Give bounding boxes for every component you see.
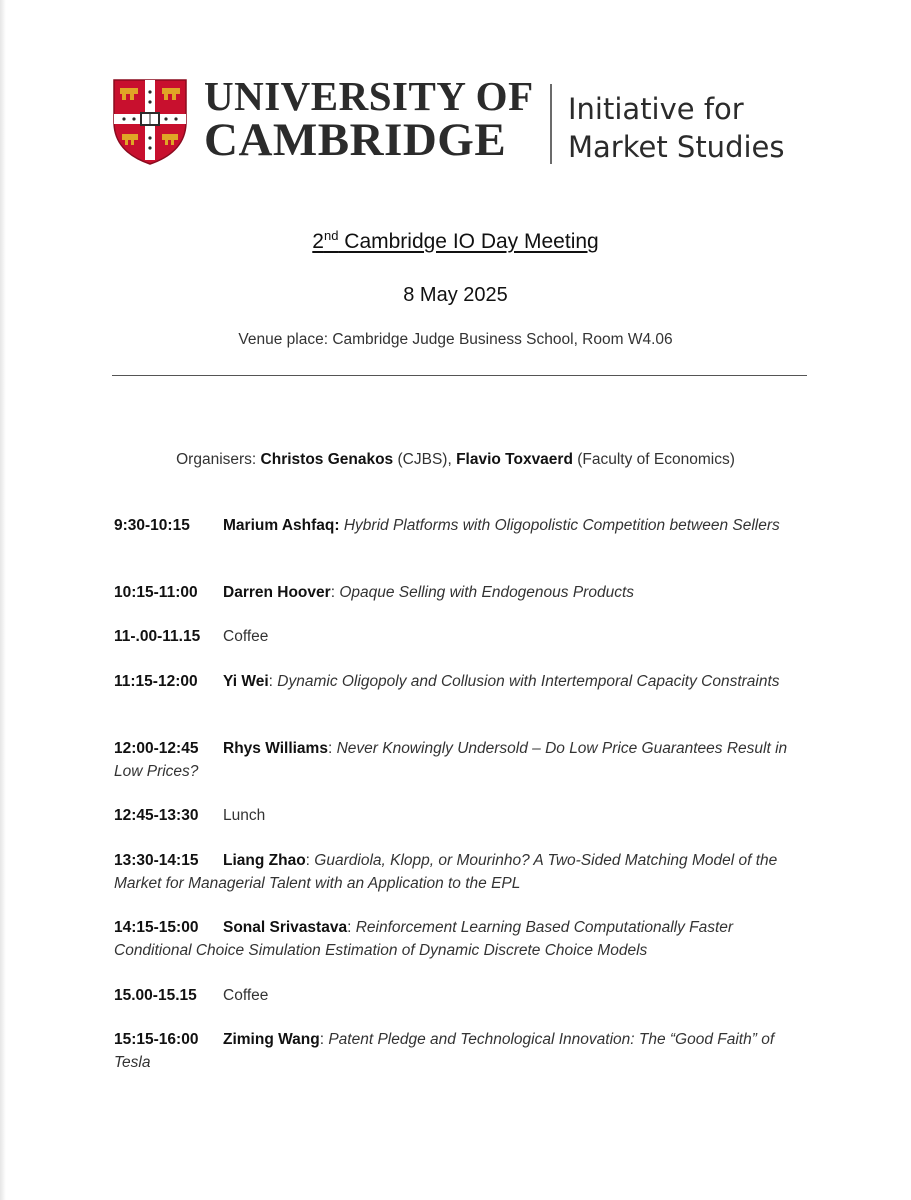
session-time: 10:15-11:00 [114, 584, 198, 601]
session-paper-title: Hybrid Platforms with Oligopolistic Competition between Sellers [343, 517, 780, 534]
initiative-line2: Market Studies [568, 130, 785, 164]
organiser-affiliation: (Faculty of Economics) [572, 451, 735, 468]
session-time: 14:15-15:00 [114, 919, 199, 936]
organisers-line [0, 451, 911, 469]
organiser-affiliation: (CJBS), [393, 451, 457, 468]
session-paper-title: Never Knowingly Undersold – Do Low Price Guarantees Result in Low Prices? [114, 740, 788, 780]
session-time: 13:30-14:15 [114, 852, 199, 869]
session-paper-title: Opaque Selling with Endogenous Products [339, 584, 635, 601]
break-label: Lunch [223, 807, 266, 824]
session-time: 15.00-15.15 [114, 987, 197, 1004]
university-name-line1: UNIVERSITY OF [204, 73, 534, 119]
session-speaker: Darren Hoover [223, 584, 331, 601]
organisers-label: Organisers: [176, 451, 261, 468]
session-paper-title: Patent Pledge and Technological Innovation: The “Good Faith” of Tesla [114, 1031, 775, 1071]
schedule-item: 14:15-15:00 Sonal Srivastava: Reinforcement Learning Based Computationally Faster Conditional Choice Simulation Estimation of Dynamic Discrete Choice Models [114, 916, 814, 962]
schedule-item: 15:15-16:00 Ziming Wang: Patent Pledge and Technological Innovation: The “Good Faith” of Tesla [114, 1028, 814, 1074]
header-divider [550, 84, 552, 164]
meeting-title [0, 228, 911, 254]
letterhead [112, 73, 812, 170]
schedule-item: 13:30-14:15 Liang Zhao: Guardiola, Klopp, or Mourinho? A Two-Sided Matching Model of the Market for Managerial Talent with an Application to the EPL [114, 849, 814, 895]
session-speaker: Ziming Wang [223, 1031, 320, 1048]
horizontal-rule [112, 375, 807, 376]
organiser-name: Flavio Toxvaerd [456, 451, 573, 468]
meeting-date: 8 May 2025 [403, 284, 508, 306]
schedule-item: 10:15-11:00 Darren Hoover: Opaque Selling with Endogenous Products [114, 581, 814, 604]
session-speaker: Sonal Srivastava [223, 919, 348, 936]
session-paper-title: Guardiola, Klopp, or Mourinho? A Two-Sided Matching Model of the Market for Managerial Talent with an Application to the EPL [114, 852, 778, 892]
session-speaker: Yi Wei [223, 673, 269, 690]
page-edge [0, 0, 6, 1200]
initiative-wordmark [568, 90, 784, 166]
organiser-name: Christos Genakos [260, 451, 394, 468]
meeting-venue: Venue place: Cambridge Judge Business School, Room W4.06 [238, 331, 673, 348]
session-time: 11:15-12:00 [114, 673, 198, 690]
title-ordinal: 2 [312, 230, 324, 253]
schedule-item: 11:15-12:00 Yi Wei: Dynamic Oligopoly and Collusion with Intertemporal Capacity Constraints [114, 670, 814, 693]
session-speaker: Rhys Williams [223, 740, 328, 757]
cambridge-crest-logo [112, 78, 188, 166]
university-name-line2: CAMBRIDGE [204, 114, 507, 166]
initiative-line1: Initiative for [568, 92, 744, 126]
session-speaker: Marium Ashfaq: [223, 517, 340, 534]
session-paper-title: Dynamic Oligopoly and Collusion with Intertemporal Capacity Constraints [277, 673, 780, 690]
session-time: 11-.00-11.15 [114, 628, 201, 645]
title-ordinal-suffix: nd [323, 228, 339, 243]
university-wordmark [204, 73, 534, 166]
schedule-item [114, 514, 814, 537]
title-text: Cambridge IO Day Meeting [338, 230, 599, 253]
schedule-item-break [114, 984, 814, 1007]
schedule-item-break [114, 804, 814, 827]
session-time: 15:15-16:00 [114, 1031, 199, 1048]
schedule-item: 12:00-12:45 Rhys Williams: Never Knowingly Undersold – Do Low Price Guarantees Result in Low Prices? [114, 737, 814, 783]
session-speaker: Liang Zhao [223, 852, 306, 869]
schedule-item-break [114, 625, 814, 648]
break-label: Coffee [223, 628, 269, 645]
session-time: 9:30-10:15 [114, 517, 190, 534]
session-time: 12:00-12:45 [114, 740, 199, 757]
break-label: Coffee [223, 987, 269, 1004]
session-paper-title: Reinforcement Learning Based Computationally Faster Conditional Choice Simulation Estimation of Dynamic Discrete Choice Models [114, 919, 734, 959]
session-time: 12:45-13:30 [114, 807, 199, 824]
